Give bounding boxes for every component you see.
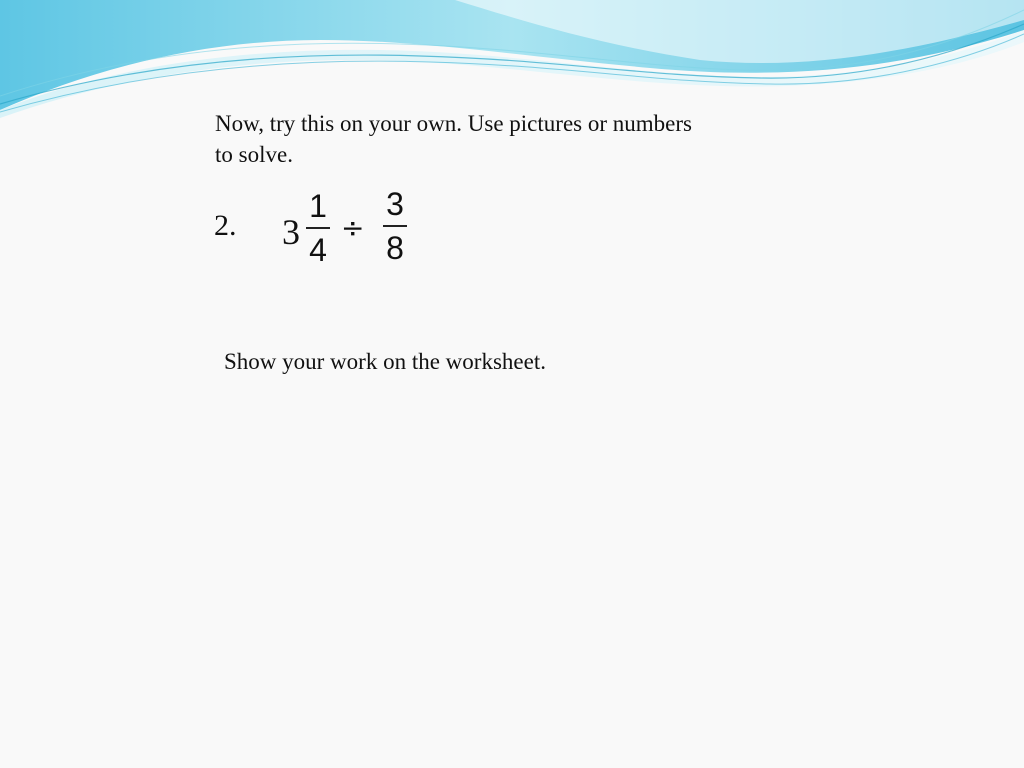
division-sign: ÷ [341, 211, 365, 244]
fraction-denominator: 4 [309, 232, 327, 268]
fraction-one-fourth [304, 188, 332, 268]
fraction-bar [306, 227, 330, 229]
problem-number: 2. [214, 209, 237, 242]
fraction-numerator: 3 [386, 186, 404, 222]
intro-text: Now, try this on your own. Use pictures or numbers to solve. [215, 111, 692, 167]
instruction-text: Show your work on the worksheet. [224, 349, 546, 374]
fraction-three-eighths [381, 186, 409, 266]
fraction-numerator: 1 [309, 188, 327, 224]
fraction-bar [383, 225, 407, 227]
fraction-denominator: 8 [386, 230, 404, 266]
mixed-number-whole: 3 [282, 212, 300, 252]
